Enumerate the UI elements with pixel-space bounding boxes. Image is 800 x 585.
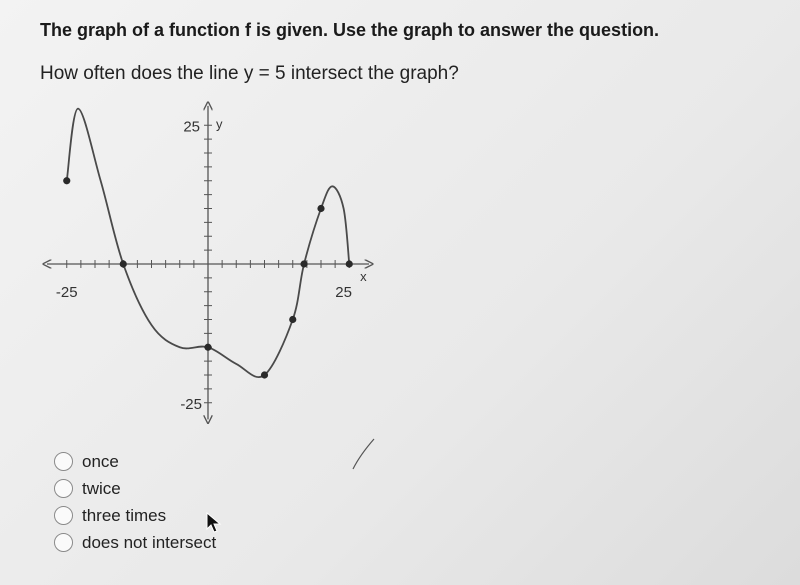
choice-three-times[interactable]: [54, 502, 216, 529]
y-min-tick-label: -25: [180, 395, 202, 413]
radio-button[interactable]: [54, 506, 73, 525]
marked-point: [120, 260, 127, 267]
choice-label: twice: [82, 478, 121, 498]
radio-button[interactable]: [54, 452, 73, 471]
mouse-cursor-icon: [206, 512, 222, 534]
marked-point: [261, 371, 268, 378]
radio-button[interactable]: [54, 479, 73, 498]
marked-point: [204, 344, 211, 351]
x-axis-label: x: [360, 269, 367, 284]
choice-once[interactable]: [54, 448, 216, 475]
marked-point: [63, 177, 70, 184]
question-instructions: The graph of a function f is given. Use the graph to answer the question.: [40, 20, 660, 40]
y-axis-label: y: [216, 116, 223, 132]
choice-label: does not intersect: [82, 532, 217, 552]
answer-choices: [54, 448, 216, 556]
x-min-tick-label: -25: [55, 284, 78, 301]
question-text: How often does the line y = 5 intersect the graph?: [40, 63, 459, 84]
marked-point: [346, 260, 353, 267]
choice-label: three times: [82, 505, 167, 525]
choice-twice[interactable]: [54, 475, 216, 502]
marked-point: [289, 316, 296, 323]
marked-point: [317, 205, 324, 212]
x-max-tick-label: 25: [335, 284, 352, 301]
choice-does-not-intersect[interactable]: [54, 529, 216, 556]
pen-mark: [350, 435, 380, 475]
y-max-tick-label: 25: [183, 118, 200, 136]
marked-point: [300, 260, 307, 267]
choice-label: once: [82, 451, 119, 471]
radio-button[interactable]: [54, 533, 73, 552]
